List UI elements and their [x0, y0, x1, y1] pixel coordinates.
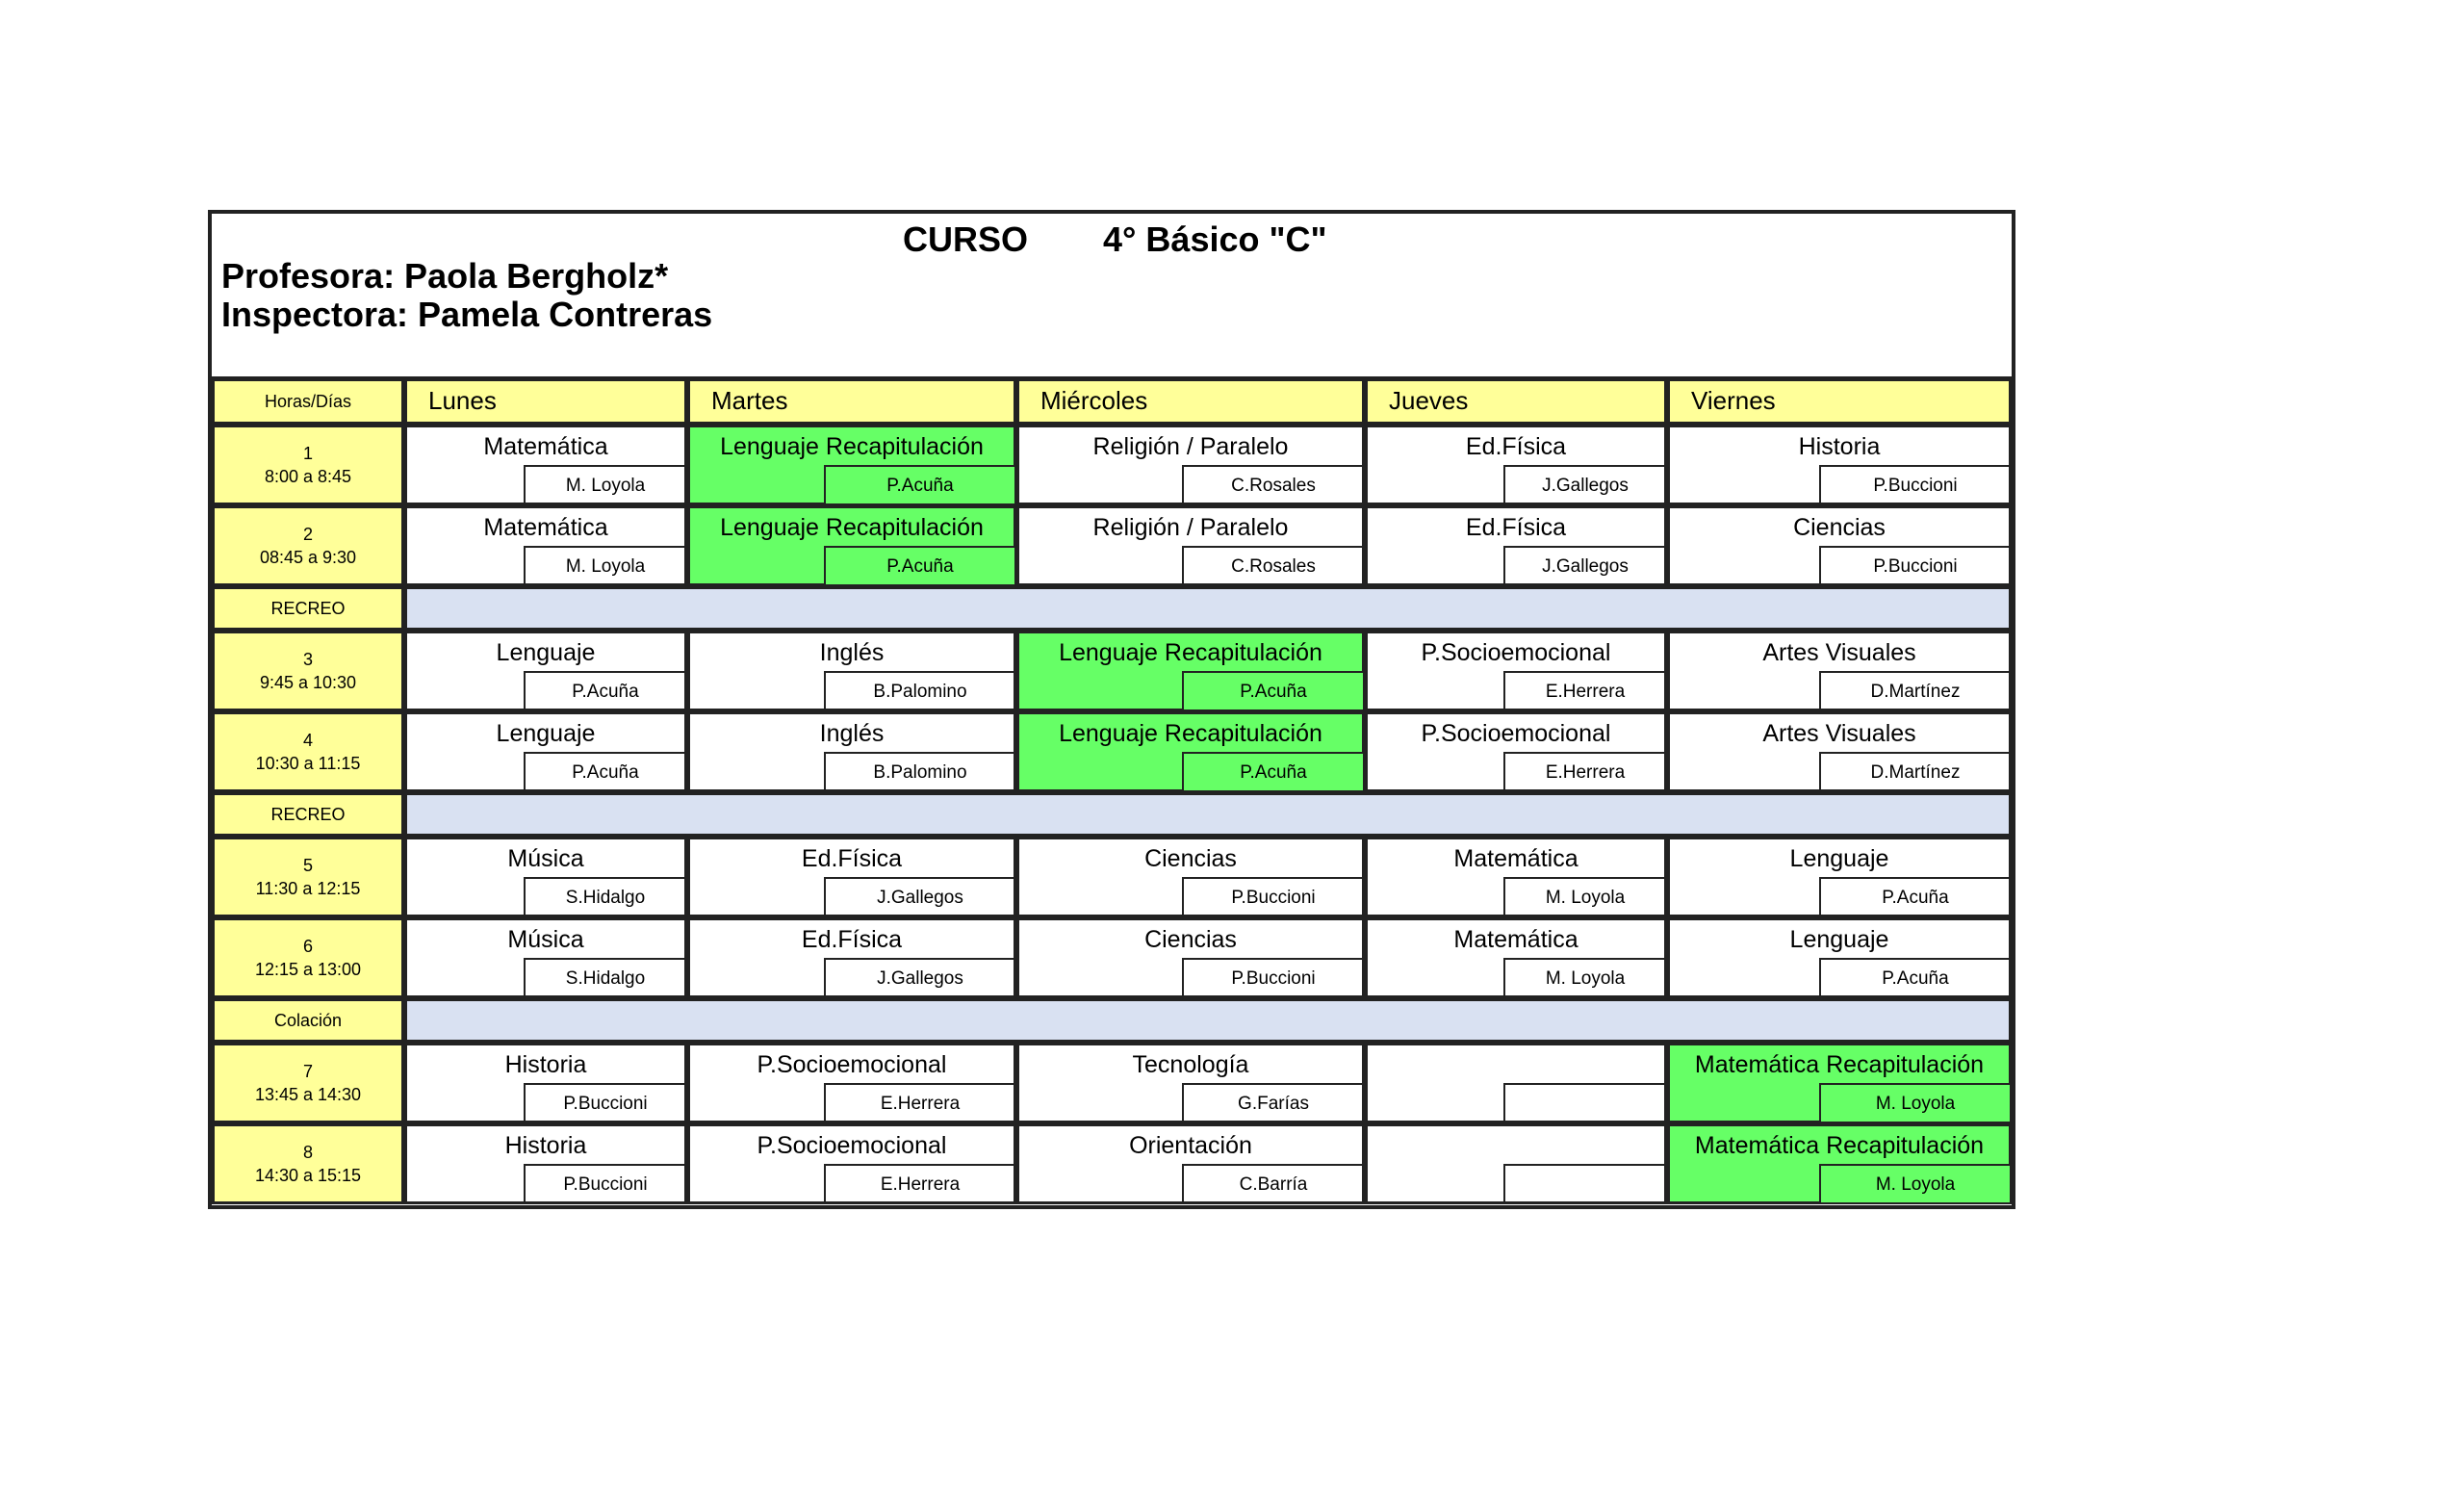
class-cell — [404, 837, 687, 917]
subject-name: Inglés — [819, 720, 885, 747]
teacher-name: P.Buccioni — [1819, 465, 2012, 505]
subject-name: Ciencias — [1144, 845, 1237, 872]
subject-name: Ciencias — [1144, 926, 1237, 953]
hour-label — [212, 1043, 404, 1123]
subject-name: P.Socioemocional — [757, 1051, 947, 1078]
period-time: 14:30 a 15:15 — [254, 1166, 362, 1185]
subject-name: Matemática — [1453, 845, 1578, 872]
break-label: Colación — [212, 998, 404, 1043]
period-time: 08:45 a 9:30 — [259, 548, 357, 567]
teacher-name: P.Acuña — [524, 671, 687, 711]
subject-name: P.Socioemocional — [757, 1132, 947, 1159]
class-cell — [1016, 505, 1365, 586]
class-cell — [687, 505, 1016, 586]
teacher-name — [1503, 1164, 1667, 1204]
class-cell — [687, 917, 1016, 998]
class-cell — [404, 917, 687, 998]
subject-name: Matemática — [483, 433, 608, 460]
teacher-name — [1503, 1083, 1667, 1123]
day-header-0: Lunes — [404, 378, 687, 425]
profesora: Profesora: Paola Bergholz* — [221, 256, 669, 296]
subject-name: Matemática Recapitulación — [1694, 1051, 1985, 1078]
break-label: RECREO — [212, 586, 404, 631]
teacher-name: M. Loyola — [1819, 1164, 2012, 1204]
subject-name: Lenguaje — [496, 639, 596, 666]
subject-name: Artes Visuales — [1762, 720, 1916, 747]
day-header-1: Martes — [687, 378, 1016, 425]
period-number: 6 — [302, 937, 313, 956]
subject-name: Historia — [504, 1051, 587, 1078]
period-number: 1 — [302, 444, 313, 463]
class-cell — [687, 1123, 1016, 1204]
period-number: 4 — [302, 731, 313, 750]
subject-name: Tecnología — [1132, 1051, 1249, 1078]
period-number: 5 — [302, 856, 313, 875]
class-cell — [1365, 917, 1667, 998]
teacher-name: D.Martínez — [1819, 671, 2012, 711]
hour-label — [212, 917, 404, 998]
subject-name: Lenguaje — [1789, 926, 1889, 953]
teacher-name: E.Herrera — [1503, 671, 1667, 711]
subject-name: Ed.Física — [801, 926, 903, 953]
teacher-name: D.Martínez — [1819, 752, 2012, 792]
teacher-name: G.Farías — [1182, 1083, 1365, 1123]
teacher-name: J.Gallegos — [1503, 465, 1667, 505]
hour-label — [212, 631, 404, 711]
class-cell — [1016, 1043, 1365, 1123]
subject-name: Orientación — [1129, 1132, 1252, 1159]
period-number: 7 — [302, 1062, 313, 1081]
subject-name: Religión / Paralelo — [1092, 514, 1289, 541]
class-cell — [404, 711, 687, 792]
class-cell — [1016, 917, 1365, 998]
hour-label — [212, 837, 404, 917]
teacher-name: M. Loyola — [524, 465, 687, 505]
class-cell — [404, 1123, 687, 1204]
class-cell — [1667, 425, 2012, 505]
teacher-name: P.Acuña — [1182, 671, 1365, 711]
hour-label — [212, 505, 404, 586]
subject-name: Lenguaje — [496, 720, 596, 747]
teacher-name: B.Palomino — [824, 752, 1016, 792]
teacher-name: P.Acuña — [824, 465, 1016, 505]
teacher-name: S.Hidalgo — [524, 958, 687, 998]
teacher-name: M. Loyola — [1819, 1083, 2012, 1123]
class-cell — [687, 837, 1016, 917]
teacher-name: E.Herrera — [824, 1164, 1016, 1204]
subject-name: Lenguaje — [1789, 845, 1889, 872]
subject-name: Religión / Paralelo — [1092, 433, 1289, 460]
teacher-name: P.Acuña — [1182, 752, 1365, 792]
subject-name: Artes Visuales — [1762, 639, 1916, 666]
inspectora: Inspectora: Pamela Contreras — [221, 295, 713, 334]
break-band — [404, 792, 2012, 837]
class-cell — [1365, 425, 1667, 505]
class-cell — [1667, 711, 2012, 792]
teacher-name: J.Gallegos — [824, 877, 1016, 917]
teacher-name: P.Buccioni — [524, 1083, 687, 1123]
period-time: 9:45 a 10:30 — [259, 673, 357, 692]
subject-name: Matemática Recapitulación — [1694, 1132, 1985, 1159]
subject-name: Historia — [1798, 433, 1881, 460]
teacher-name: S.Hidalgo — [524, 877, 687, 917]
subject-name: P.Socioemocional — [1421, 720, 1611, 747]
teacher-name: P.Acuña — [1819, 877, 2012, 917]
class-cell — [404, 425, 687, 505]
corner-label: Horas/Días — [212, 378, 404, 425]
course-name: 4° Básico "C" — [1103, 219, 1327, 259]
class-cell — [1667, 837, 2012, 917]
teacher-name: M. Loyola — [1503, 958, 1667, 998]
class-cell — [687, 711, 1016, 792]
subject-name: Historia — [504, 1132, 587, 1159]
subject-name: Lenguaje Recapitulación — [720, 433, 984, 460]
subject-name: Ed.Física — [801, 845, 903, 872]
subject-name: P.Socioemocional — [1421, 639, 1611, 666]
day-header-3: Jueves — [1365, 378, 1667, 425]
class-cell — [1016, 837, 1365, 917]
period-time: 12:15 a 13:00 — [254, 960, 362, 979]
teacher-name: P.Buccioni — [1819, 546, 2012, 586]
period-time: 13:45 a 14:30 — [254, 1085, 362, 1104]
class-cell — [1667, 1123, 2012, 1204]
class-cell — [1365, 837, 1667, 917]
teacher-name: E.Herrera — [824, 1083, 1016, 1123]
period-number: 3 — [302, 650, 313, 669]
hour-label — [212, 1123, 404, 1204]
subject-name: Matemática — [1453, 926, 1578, 953]
subject-name: Música — [507, 926, 584, 953]
class-cell — [1365, 1043, 1667, 1123]
class-cell — [1667, 1043, 2012, 1123]
day-header-4: Viernes — [1667, 378, 2012, 425]
class-cell — [404, 631, 687, 711]
class-cell — [1667, 917, 2012, 998]
teacher-name: P.Buccioni — [524, 1164, 687, 1204]
subject-name: Ed.Física — [1465, 514, 1567, 541]
subject-name: Inglés — [819, 639, 885, 666]
teacher-name: E.Herrera — [1503, 752, 1667, 792]
teacher-name: J.Gallegos — [1503, 546, 1667, 586]
class-cell — [1365, 1123, 1667, 1204]
class-cell — [404, 1043, 687, 1123]
hour-label — [212, 425, 404, 505]
subject-name: Ed.Física — [1465, 433, 1567, 460]
hour-label — [212, 711, 404, 792]
teacher-name: M. Loyola — [1503, 877, 1667, 917]
class-cell — [687, 425, 1016, 505]
class-cell — [1365, 505, 1667, 586]
teacher-name: B.Palomino — [824, 671, 1016, 711]
schedule-sheet — [208, 210, 2015, 1209]
class-cell — [687, 1043, 1016, 1123]
class-cell — [1667, 505, 2012, 586]
period-number: 8 — [302, 1143, 313, 1162]
class-cell — [1016, 631, 1365, 711]
teacher-name: P.Acuña — [1819, 958, 2012, 998]
class-cell — [1016, 1123, 1365, 1204]
period-time: 8:00 a 8:45 — [264, 467, 352, 486]
class-cell — [1365, 631, 1667, 711]
subject-name: Lenguaje Recapitulación — [720, 514, 984, 541]
teacher-name: C.Rosales — [1182, 465, 1365, 505]
period-time: 10:30 a 11:15 — [255, 754, 361, 773]
class-cell — [1667, 631, 2012, 711]
break-band — [404, 586, 2012, 631]
teacher-name: P.Buccioni — [1182, 877, 1365, 917]
teacher-name: P.Acuña — [824, 546, 1016, 586]
teacher-name: P.Buccioni — [1182, 958, 1365, 998]
period-time: 11:30 a 12:15 — [255, 879, 361, 898]
class-cell — [1016, 711, 1365, 792]
teacher-name: P.Acuña — [524, 752, 687, 792]
subject-name: Matemática — [483, 514, 608, 541]
teacher-name: C.Rosales — [1182, 546, 1365, 586]
break-label: RECREO — [212, 792, 404, 837]
class-cell — [1365, 711, 1667, 792]
break-band — [404, 998, 2012, 1043]
period-number: 2 — [302, 525, 313, 544]
curso-label: CURSO — [903, 219, 1029, 259]
teacher-name: J.Gallegos — [824, 958, 1016, 998]
day-header-2: Miércoles — [1016, 378, 1365, 425]
teacher-name: C.Barría — [1182, 1164, 1365, 1204]
schedule-header — [212, 214, 2012, 379]
subject-name: Música — [507, 845, 584, 872]
subject-name: Lenguaje Recapitulación — [1059, 720, 1322, 747]
teacher-name: M. Loyola — [524, 546, 687, 586]
class-cell — [687, 631, 1016, 711]
class-cell — [1016, 425, 1365, 505]
class-cell — [404, 505, 687, 586]
subject-name: Lenguaje Recapitulación — [1059, 639, 1322, 666]
subject-name: Ciencias — [1793, 514, 1886, 541]
